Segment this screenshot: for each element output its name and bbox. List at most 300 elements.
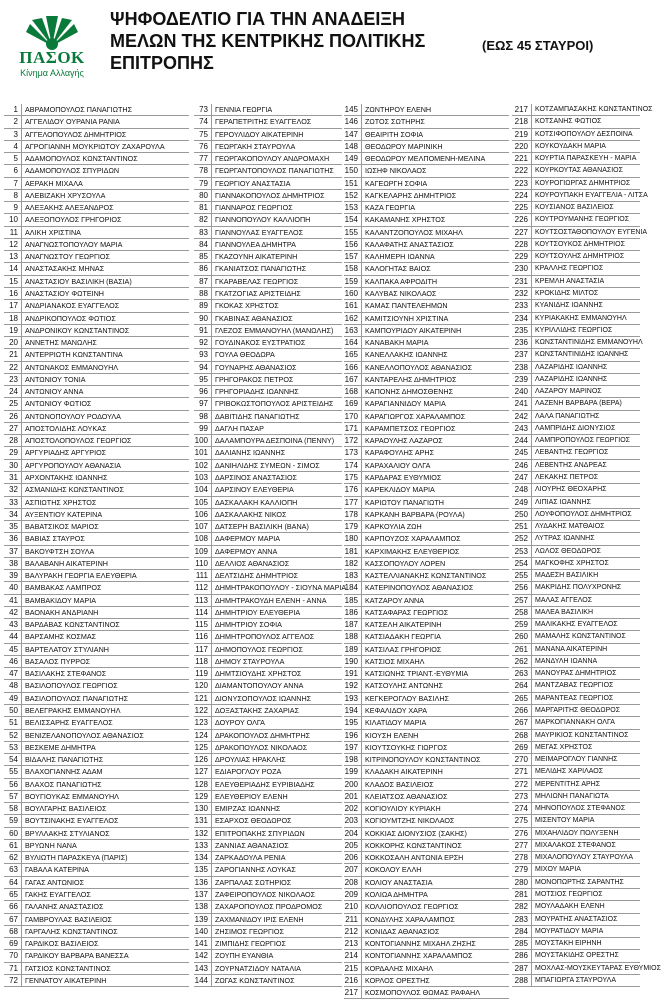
candidate-row[interactable] — [4, 129, 189, 141]
candidate-row[interactable] — [344, 447, 509, 459]
candidate-row[interactable] — [194, 423, 342, 435]
candidate-row[interactable] — [344, 766, 509, 778]
candidate-row[interactable] — [194, 411, 342, 423]
candidate-row[interactable] — [344, 349, 509, 361]
candidate-row[interactable] — [512, 178, 640, 190]
candidate-row[interactable] — [4, 337, 189, 349]
candidate-row[interactable] — [4, 815, 189, 827]
candidate-row[interactable] — [344, 521, 509, 533]
candidate-row[interactable] — [512, 975, 640, 987]
candidate-row[interactable] — [4, 411, 189, 423]
candidate-row[interactable] — [4, 165, 189, 177]
candidate-row[interactable] — [4, 791, 189, 803]
candidate-row[interactable] — [512, 926, 640, 938]
candidate-number: 173 — [344, 447, 362, 458]
candidate-row[interactable] — [4, 447, 189, 459]
candidate-row[interactable] — [344, 104, 509, 116]
candidate-row[interactable] — [512, 779, 640, 791]
candidate-row[interactable] — [4, 926, 189, 938]
candidate-row[interactable] — [194, 926, 342, 938]
candidate-row[interactable] — [194, 877, 342, 889]
candidate-row[interactable] — [344, 570, 509, 582]
candidate-row[interactable] — [4, 803, 189, 815]
candidate-row[interactable] — [194, 337, 342, 349]
candidate-row[interactable] — [194, 558, 342, 570]
candidate-row[interactable] — [512, 190, 648, 202]
candidate-row[interactable] — [4, 938, 189, 950]
candidate-row[interactable] — [4, 178, 189, 190]
candidate-row[interactable] — [194, 950, 342, 962]
candidate-row[interactable] — [512, 116, 640, 128]
candidate-row[interactable] — [344, 362, 509, 374]
candidate-row[interactable] — [4, 141, 189, 153]
candidate-number: 260 — [512, 631, 532, 642]
candidate-row[interactable] — [194, 864, 342, 876]
candidate-row[interactable] — [4, 190, 189, 202]
candidate-row[interactable] — [344, 325, 509, 337]
candidate-row[interactable] — [512, 914, 640, 926]
candidate-row[interactable] — [344, 276, 509, 288]
candidate-row[interactable] — [4, 533, 189, 545]
candidate-row[interactable] — [4, 153, 189, 165]
candidate-row[interactable] — [344, 313, 509, 325]
candidate-row[interactable] — [512, 852, 640, 864]
candidate-row[interactable] — [194, 840, 342, 852]
candidate-row[interactable] — [512, 263, 640, 275]
candidate-row[interactable] — [512, 521, 640, 533]
candidate-row[interactable] — [4, 607, 189, 619]
candidate-row[interactable] — [194, 509, 342, 521]
candidate-row[interactable] — [4, 313, 189, 325]
candidate-row[interactable] — [194, 668, 342, 680]
candidate-row[interactable] — [512, 214, 640, 226]
candidate-row[interactable] — [4, 656, 189, 668]
candidate-row[interactable] — [194, 631, 342, 643]
candidate-row[interactable] — [4, 668, 189, 680]
candidate-row[interactable] — [194, 398, 342, 410]
candidate-row[interactable] — [4, 349, 189, 361]
candidate-row[interactable] — [512, 656, 640, 668]
candidate-row[interactable] — [512, 963, 661, 975]
candidate-row[interactable] — [512, 251, 640, 263]
candidate-name: ΕΔΙΑΡΟΓΛΟΥ ΡΟΖΑ — [215, 767, 282, 777]
candidate-row[interactable] — [512, 582, 640, 594]
candidate-row[interactable] — [344, 987, 509, 999]
candidate-row[interactable] — [344, 153, 509, 165]
candidate-row[interactable] — [512, 803, 640, 815]
candidate-row[interactable] — [512, 313, 640, 325]
candidate-row[interactable] — [194, 582, 347, 594]
candidate-row[interactable] — [512, 766, 640, 778]
candidate-row[interactable] — [344, 914, 509, 926]
candidate-row[interactable] — [4, 325, 189, 337]
candidate-row[interactable] — [4, 828, 189, 840]
candidate-row[interactable] — [194, 791, 342, 803]
candidate-row[interactable] — [4, 435, 189, 447]
candidate-row[interactable] — [512, 864, 640, 876]
candidate-row[interactable] — [344, 828, 509, 840]
candidate-row[interactable] — [344, 398, 509, 410]
candidate-row[interactable] — [344, 644, 509, 656]
candidate-row[interactable] — [512, 325, 640, 337]
candidate-row[interactable] — [4, 497, 189, 509]
candidate-row[interactable] — [194, 129, 342, 141]
candidate-row[interactable] — [344, 546, 509, 558]
candidate-row[interactable] — [4, 423, 189, 435]
candidate-row[interactable] — [512, 619, 640, 631]
candidate-row[interactable] — [194, 607, 342, 619]
candidate-row[interactable] — [4, 864, 189, 876]
candidate-number: 287 — [512, 963, 532, 974]
candidate-row[interactable] — [344, 582, 509, 594]
candidate-row[interactable] — [344, 263, 509, 275]
candidate-row[interactable] — [512, 398, 640, 410]
candidate-row[interactable] — [4, 116, 189, 128]
candidate-row[interactable] — [344, 901, 509, 913]
candidate-row[interactable] — [194, 717, 342, 729]
candidate-row[interactable] — [512, 828, 640, 840]
candidate-row[interactable] — [512, 950, 640, 962]
candidate-row[interactable] — [194, 300, 342, 312]
candidate-row[interactable] — [4, 558, 189, 570]
candidate-row[interactable] — [194, 460, 342, 472]
candidate-row[interactable] — [512, 730, 640, 742]
candidate-row[interactable] — [194, 963, 342, 975]
candidate-row[interactable] — [512, 362, 640, 374]
candidate-row[interactable] — [194, 116, 342, 128]
candidate-row[interactable] — [194, 521, 342, 533]
candidate-row[interactable] — [344, 705, 509, 717]
candidate-row[interactable] — [4, 680, 189, 692]
candidate-row[interactable] — [512, 202, 640, 214]
candidate-row[interactable] — [512, 153, 640, 165]
candidate-row[interactable] — [344, 239, 509, 251]
candidate-row[interactable] — [344, 337, 509, 349]
candidate-row[interactable] — [344, 693, 509, 705]
candidate-row[interactable] — [194, 202, 342, 214]
candidate-row[interactable] — [512, 742, 640, 754]
candidate-row[interactable] — [4, 374, 189, 386]
candidate-row[interactable] — [344, 668, 509, 680]
candidate-row[interactable] — [4, 460, 189, 472]
candidate-row[interactable] — [4, 963, 189, 975]
candidate-row[interactable] — [512, 141, 640, 153]
candidate-row[interactable] — [512, 595, 640, 607]
candidate-row[interactable] — [4, 239, 189, 251]
candidate-row[interactable] — [4, 398, 189, 410]
candidate-row[interactable] — [194, 153, 342, 165]
candidate-row[interactable] — [194, 570, 342, 582]
candidate-row[interactable] — [194, 644, 342, 656]
candidate-row[interactable] — [4, 386, 189, 398]
candidate-row[interactable] — [344, 288, 509, 300]
candidate-row[interactable] — [4, 631, 189, 643]
candidate-row[interactable] — [4, 742, 189, 754]
candidate-row[interactable] — [194, 742, 342, 754]
candidate-row[interactable] — [344, 595, 509, 607]
candidate-row[interactable] — [4, 852, 189, 864]
candidate-row[interactable] — [344, 975, 509, 987]
candidate-row[interactable] — [512, 349, 640, 361]
candidate-row[interactable] — [194, 288, 342, 300]
candidate-row[interactable] — [344, 815, 509, 827]
candidate-row[interactable] — [194, 815, 342, 827]
candidate-row[interactable] — [512, 680, 640, 692]
candidate-row[interactable] — [194, 546, 342, 558]
candidate-row[interactable] — [344, 864, 509, 876]
candidate-row[interactable] — [344, 742, 509, 754]
candidate-row[interactable] — [194, 190, 342, 202]
candidate-row[interactable] — [512, 717, 640, 729]
candidate-row[interactable] — [194, 889, 342, 901]
candidate-row[interactable] — [344, 116, 509, 128]
candidate-row[interactable] — [344, 938, 509, 950]
candidate-number: 264 — [512, 680, 532, 691]
candidate-row[interactable] — [194, 178, 342, 190]
candidate-row[interactable] — [194, 313, 342, 325]
candidate-name: ΜΟΥΣΤΑΚΙΔΗΣ ΟΡΕΣΤΗΣ — [535, 952, 619, 960]
candidate-row[interactable] — [194, 276, 342, 288]
candidate-row[interactable] — [194, 705, 342, 717]
candidate-row[interactable] — [4, 362, 189, 374]
candidate-row[interactable] — [194, 227, 342, 239]
candidate-row[interactable] — [512, 889, 640, 901]
candidate-row[interactable] — [512, 374, 640, 386]
candidate-row[interactable] — [344, 717, 509, 729]
candidate-row[interactable] — [512, 104, 653, 116]
candidate-row[interactable] — [344, 607, 509, 619]
candidate-row[interactable] — [4, 693, 189, 705]
candidate-row[interactable] — [344, 460, 509, 472]
candidate-row[interactable] — [194, 595, 342, 607]
candidate-row[interactable] — [194, 533, 342, 545]
candidate-row[interactable] — [344, 423, 509, 435]
candidate-row[interactable] — [344, 202, 509, 214]
candidate-row[interactable] — [512, 533, 640, 545]
candidate-row[interactable] — [344, 533, 509, 545]
candidate-row[interactable] — [344, 497, 509, 509]
candidate-row[interactable] — [512, 509, 640, 521]
candidate-row[interactable] — [4, 901, 189, 913]
candidate-row[interactable] — [344, 214, 509, 226]
candidate-row[interactable] — [512, 484, 640, 496]
candidate-row[interactable] — [512, 644, 640, 656]
candidate-row[interactable] — [512, 386, 640, 398]
candidate-row[interactable] — [512, 901, 640, 913]
candidate-row[interactable] — [344, 484, 509, 496]
candidate-row[interactable] — [344, 926, 509, 938]
candidate-row[interactable] — [344, 374, 509, 386]
candidate-row[interactable] — [512, 815, 640, 827]
candidate-row[interactable] — [4, 705, 189, 717]
candidate-row[interactable] — [194, 680, 342, 692]
candidate-row[interactable] — [512, 472, 640, 484]
candidate-row[interactable] — [512, 165, 640, 177]
candidate-row[interactable] — [344, 472, 509, 484]
candidate-row[interactable] — [4, 484, 189, 496]
candidate-row[interactable] — [4, 914, 189, 926]
candidate-row[interactable] — [344, 509, 509, 521]
candidate-row[interactable] — [512, 337, 643, 349]
candidate-row[interactable] — [512, 877, 640, 889]
candidate-row[interactable] — [194, 447, 342, 459]
candidate-row[interactable] — [194, 484, 342, 496]
candidate-row[interactable] — [4, 570, 189, 582]
candidate-row[interactable] — [4, 717, 189, 729]
candidate-row[interactable] — [4, 644, 189, 656]
candidate-row[interactable] — [194, 104, 342, 116]
candidate-row[interactable] — [194, 263, 342, 275]
candidate-row[interactable] — [4, 754, 189, 766]
candidate-row[interactable] — [194, 141, 342, 153]
candidate-row[interactable] — [344, 950, 509, 962]
candidate-row[interactable] — [512, 239, 640, 251]
candidate-row[interactable] — [4, 546, 189, 558]
candidate-row[interactable] — [194, 349, 342, 361]
candidate-row[interactable] — [344, 435, 509, 447]
candidate-row[interactable] — [344, 251, 509, 263]
candidate-row[interactable] — [194, 656, 342, 668]
candidate-name: ΔΗΜΗΤΡΙΟΥ ΕΛΕΥΘΕΡΙΑ — [215, 607, 301, 617]
candidate-row[interactable] — [194, 975, 342, 987]
candidate-row[interactable] — [512, 631, 640, 643]
candidate-row[interactable] — [512, 435, 640, 447]
candidate-row[interactable] — [512, 693, 640, 705]
candidate-row[interactable] — [194, 803, 342, 815]
candidate-row[interactable] — [194, 239, 342, 251]
candidate-row[interactable] — [4, 730, 189, 742]
candidate-row[interactable] — [344, 680, 509, 692]
candidate-row[interactable] — [512, 460, 640, 472]
candidate-row[interactable] — [194, 472, 342, 484]
candidate-row[interactable] — [512, 570, 640, 582]
candidate-row[interactable] — [344, 178, 509, 190]
candidate-row[interactable] — [4, 582, 189, 594]
candidate-row[interactable] — [4, 251, 189, 263]
candidate-row[interactable] — [4, 288, 189, 300]
candidate-row[interactable] — [512, 840, 640, 852]
candidate-row[interactable] — [4, 104, 189, 116]
candidate-number: 40 — [4, 582, 22, 593]
candidate-row[interactable] — [344, 730, 509, 742]
candidate-row[interactable] — [4, 950, 189, 962]
candidate-row[interactable] — [512, 938, 640, 950]
candidate-row[interactable] — [194, 386, 342, 398]
candidate-row[interactable] — [194, 779, 342, 791]
candidate-row[interactable] — [344, 227, 509, 239]
candidate-row[interactable] — [194, 693, 342, 705]
candidate-row[interactable] — [344, 840, 509, 852]
candidate-row[interactable] — [512, 791, 640, 803]
candidate-row[interactable] — [344, 779, 509, 791]
candidate-row[interactable] — [344, 411, 509, 423]
candidate-row[interactable] — [344, 619, 509, 631]
candidate-number: 225 — [512, 202, 532, 213]
candidate-row[interactable] — [344, 791, 509, 803]
candidate-row[interactable] — [344, 300, 509, 312]
candidate-row[interactable] — [512, 497, 640, 509]
candidate-row[interactable] — [512, 546, 640, 558]
candidate-row[interactable] — [512, 447, 640, 459]
candidate-row[interactable] — [194, 828, 342, 840]
candidate-row[interactable] — [512, 705, 640, 717]
candidate-row[interactable] — [194, 754, 342, 766]
candidate-number: 68 — [4, 926, 22, 937]
candidate-row[interactable] — [344, 889, 509, 901]
candidate-row[interactable] — [344, 190, 509, 202]
candidate-row[interactable] — [194, 165, 342, 177]
candidate-row[interactable] — [344, 852, 509, 864]
candidate-row[interactable] — [4, 595, 189, 607]
candidate-row[interactable] — [344, 129, 509, 141]
candidate-row[interactable] — [4, 779, 189, 791]
candidate-row[interactable] — [344, 141, 509, 153]
candidate-row[interactable] — [512, 607, 640, 619]
candidate-row[interactable] — [194, 214, 342, 226]
candidate-row[interactable] — [344, 386, 509, 398]
candidate-row[interactable] — [4, 877, 189, 889]
candidate-row[interactable] — [512, 558, 640, 570]
candidate-row[interactable] — [344, 656, 509, 668]
candidate-row[interactable] — [4, 521, 189, 533]
candidate-row[interactable] — [194, 497, 342, 509]
candidate-row[interactable] — [194, 730, 342, 742]
candidate-row[interactable] — [344, 963, 509, 975]
candidate-row[interactable] — [194, 374, 342, 386]
candidate-row[interactable] — [4, 840, 189, 852]
candidate-row[interactable] — [194, 852, 342, 864]
candidate-row[interactable] — [4, 509, 189, 521]
candidate-row[interactable] — [344, 877, 509, 889]
candidate-row[interactable] — [344, 558, 509, 570]
candidate-row[interactable] — [512, 668, 640, 680]
candidate-row[interactable] — [512, 411, 640, 423]
candidate-row[interactable] — [4, 263, 189, 275]
candidate-row[interactable] — [512, 227, 648, 239]
candidate-row[interactable] — [512, 423, 640, 435]
candidate-name: ΚΑΤΣΕΛΗ ΑΙΚΑΤΕΡΙΝΗ — [365, 620, 442, 630]
candidate-row[interactable] — [4, 276, 189, 288]
candidate-row[interactable] — [344, 754, 509, 766]
candidate-row[interactable] — [194, 938, 342, 950]
candidate-row[interactable] — [4, 619, 189, 631]
candidate-row[interactable] — [194, 901, 342, 913]
candidate-row[interactable] — [194, 914, 342, 926]
candidate-row[interactable] — [4, 300, 189, 312]
candidate-row[interactable] — [4, 889, 189, 901]
candidate-row[interactable] — [4, 975, 189, 987]
candidate-row[interactable] — [512, 300, 640, 312]
candidate-row[interactable] — [344, 165, 509, 177]
candidate-row[interactable] — [194, 435, 342, 447]
candidate-row[interactable] — [512, 288, 640, 300]
candidate-row[interactable] — [194, 251, 342, 263]
candidate-row[interactable] — [194, 619, 342, 631]
candidate-row[interactable] — [4, 472, 189, 484]
candidate-row[interactable] — [194, 325, 342, 337]
candidate-row[interactable] — [512, 129, 640, 141]
candidate-row[interactable] — [512, 754, 640, 766]
candidate-row[interactable] — [4, 766, 189, 778]
candidate-row[interactable] — [4, 202, 189, 214]
candidate-row[interactable] — [344, 631, 509, 643]
candidate-row[interactable] — [512, 276, 640, 288]
candidate-row[interactable] — [194, 766, 342, 778]
candidate-row[interactable] — [4, 214, 189, 226]
candidate-row[interactable] — [4, 227, 189, 239]
candidate-row[interactable] — [194, 362, 342, 374]
candidate-row[interactable] — [344, 803, 509, 815]
